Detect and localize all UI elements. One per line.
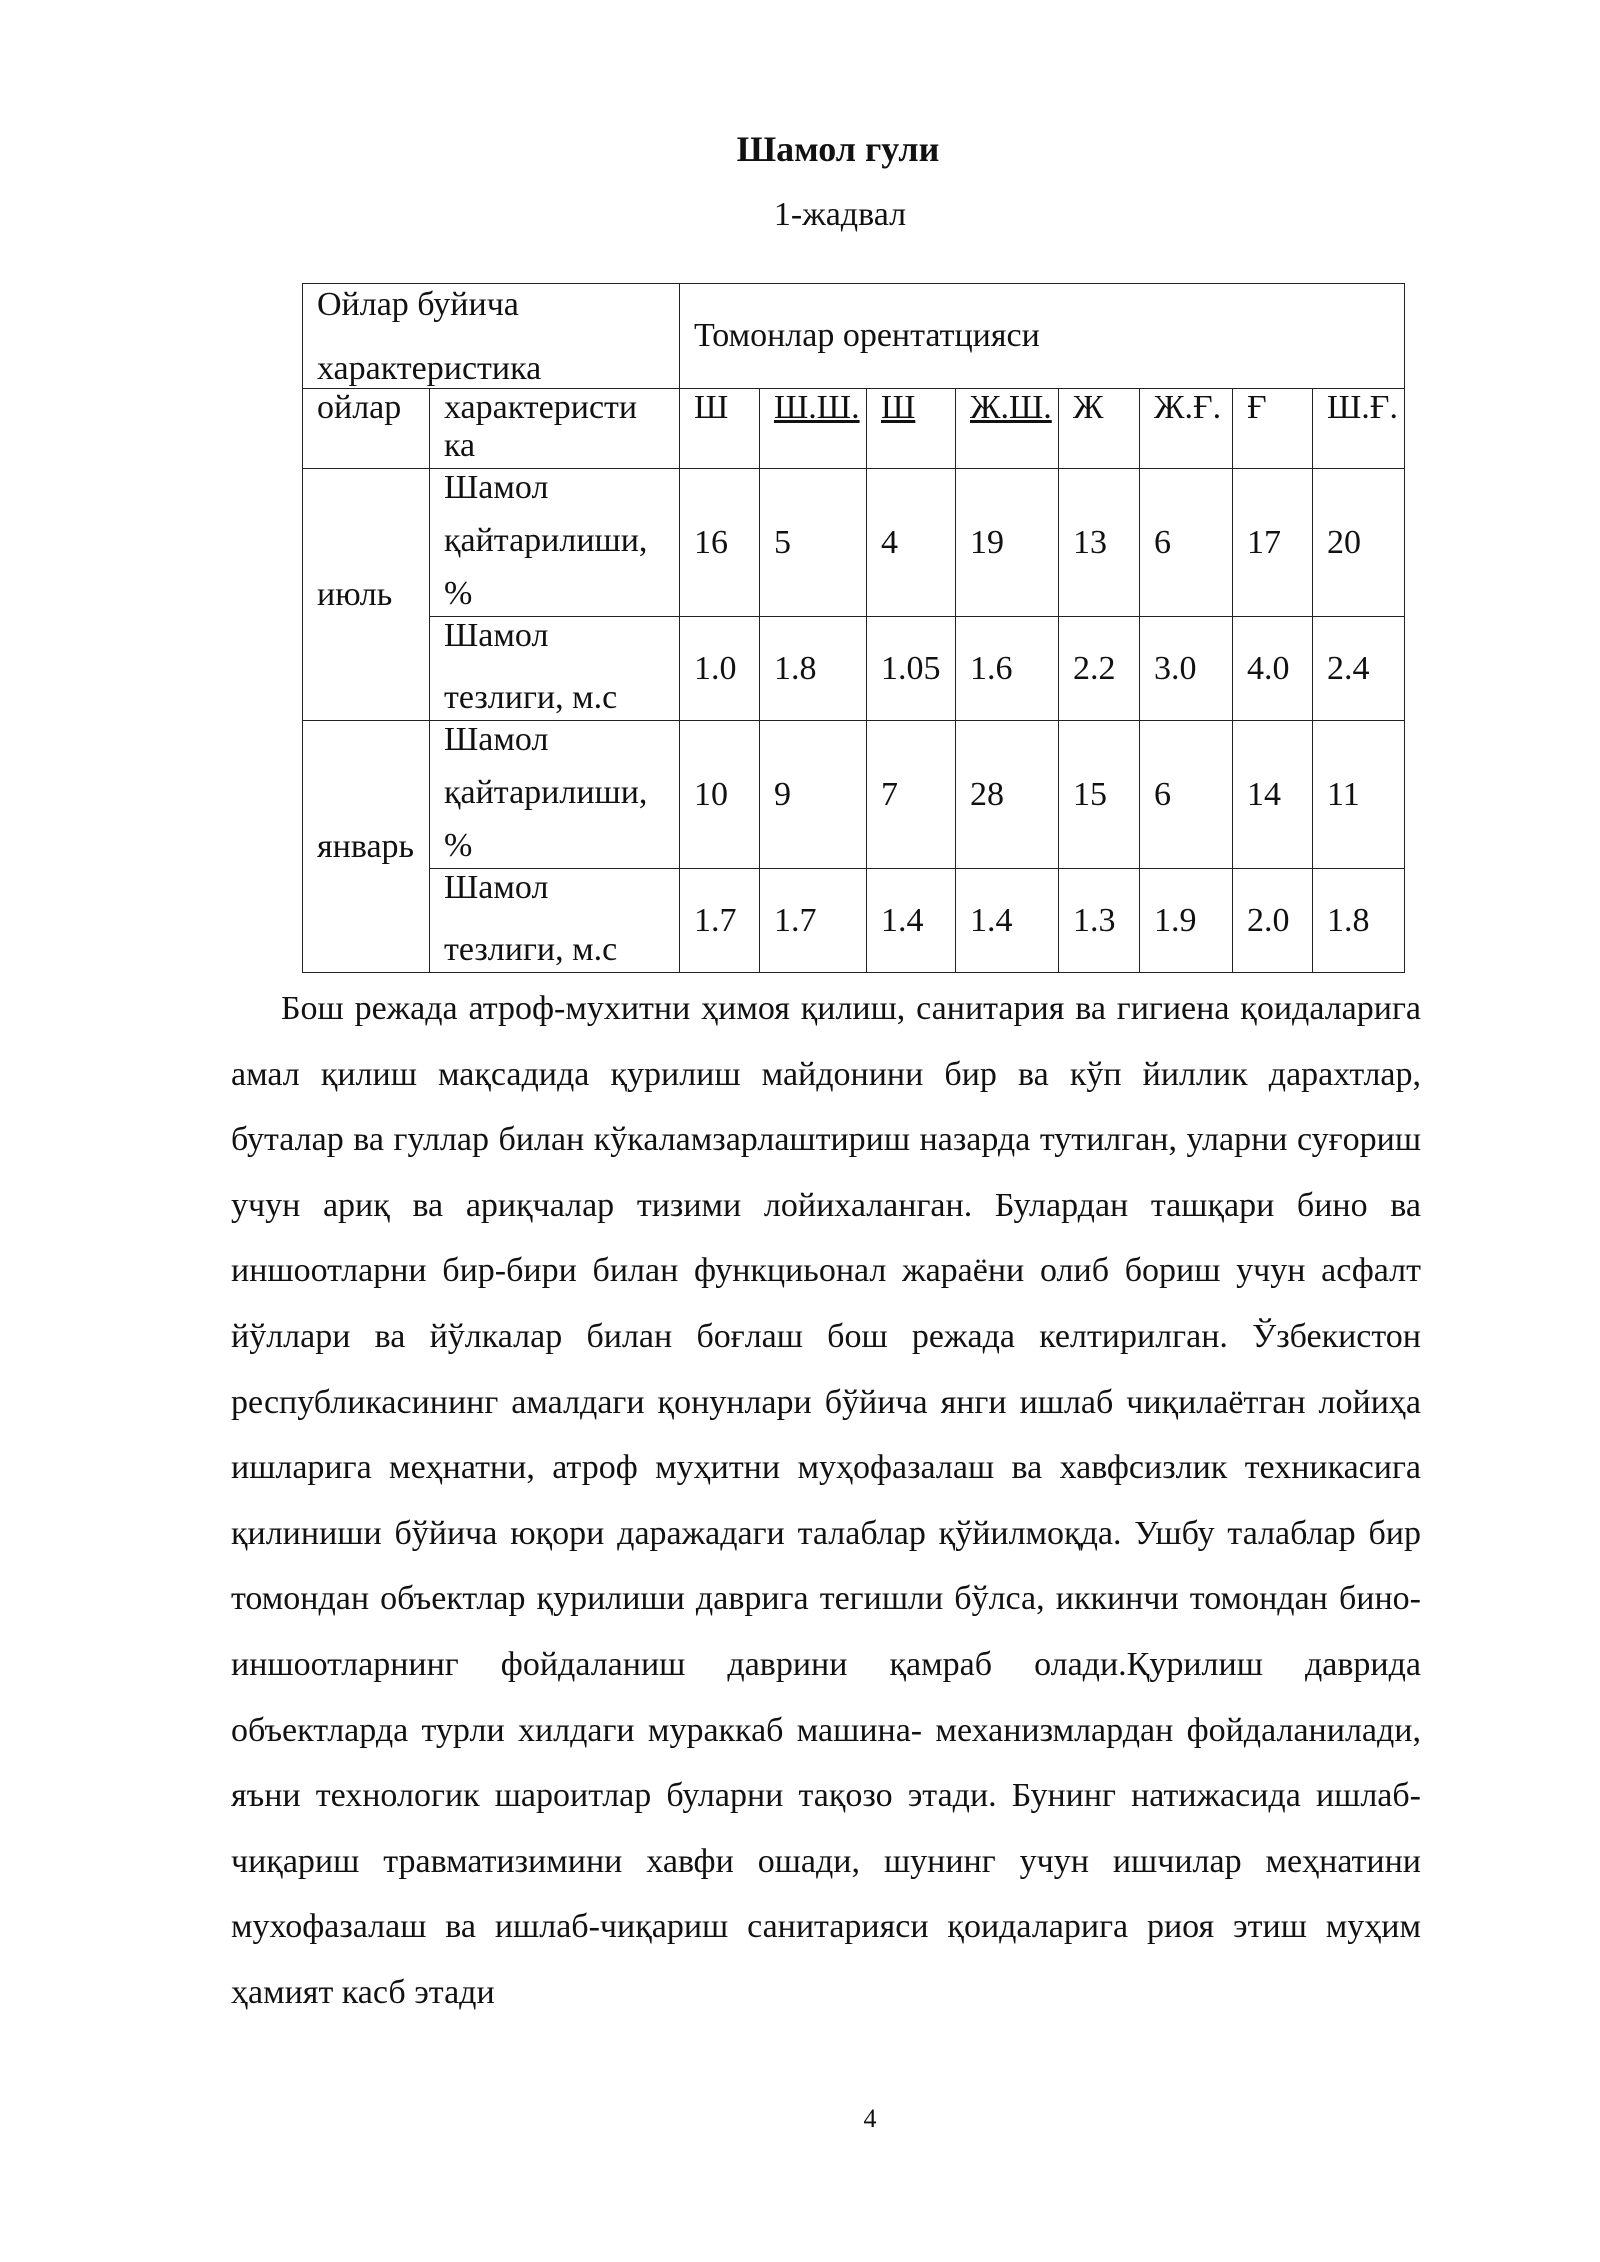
- header-left-line: Ойлар буйича: [317, 286, 519, 323]
- value-cell: 6: [1140, 721, 1233, 869]
- characteristic-line: Шамол: [444, 869, 549, 906]
- value-cell: 17: [1233, 469, 1313, 617]
- col-header-characteristic-line: характеристи: [444, 389, 638, 426]
- body-paragraph: Бош режада атроф-мухитни ҳимоя қилиш, санитария ва гигиена қоидаларига амал қилиш мақсадида қурилиш майдонини бир ва кўп йиллик дарахтлар, буталар ва гуллар билан кўкаламзарлаштириш назарда тутилган, уларни суғориш учун ариқ ва ариқчалар тизими лойихаланган. Булардан ташқари бино ва иншоотларни бир-бири билан функциьонал жараёни олиб бориш учун асфалт йўллари ва йўлкалар билан боғлаш бош режада келтирилган. Ўзбекистон республикасининг амалдаги қонунлари бўйича янги ишлаб чиқилаётган лойиҳа ишларига меҳнатни, атроф муҳитни муҳофазалаш ва хавфсизлик техникасига қилиниши бўйича юқори даражадаги талаблар қўйилмоқда. Ушбу талаблар бир томондан объектлар қурилиши даврига тегишли бўлса, иккинчи томондан бино-иншоотларнинг фойдаланиш даврини қамраб олади.Қурилиш даврида объектларда турли хилдаги мураккаб машина- механизмлардан фойдаланилади, яъни технологик шароитлар буларни тақозо этади. Бунинг натижасида ишлаб-чиқариш травматизимини хавфи ошади, шунинг учун ишчилар меҳнатини мухофазалаш ва ишлаб-чиқариш санитарияси қоидаларига риоя этиш муҳим ҳамият касб этади: [231, 990, 1421, 2011]
- characteristic-line: қайтарилиши,: [444, 522, 648, 559]
- direction-label: Ш: [881, 389, 916, 426]
- value-cell: 1.4: [867, 869, 956, 973]
- value-cell: 1.0: [680, 617, 760, 721]
- value-cell: 4: [867, 469, 956, 617]
- value-cell: 16: [680, 469, 760, 617]
- table-row: [303, 617, 1405, 721]
- col-header-month: ойлар: [303, 389, 430, 469]
- month-cell: январь: [303, 721, 430, 973]
- characteristic-line: Шамол: [444, 721, 549, 758]
- direction-header: [760, 389, 867, 469]
- value-cell: 3.0: [1140, 617, 1233, 721]
- value-cell: 1.8: [1313, 869, 1405, 973]
- direction-header: [1059, 389, 1140, 469]
- value-cell: 1.4: [956, 869, 1059, 973]
- value-cell: 1.7: [680, 869, 760, 973]
- value-cell: 1.8: [760, 617, 867, 721]
- table-header-row: [303, 284, 1405, 389]
- value-cell: 13: [1059, 469, 1140, 617]
- table-row: [303, 469, 1405, 617]
- col-header-characteristic: [430, 389, 680, 469]
- characteristic-cell: [430, 617, 680, 721]
- direction-label: Ж: [1073, 389, 1104, 426]
- value-cell: 15: [1059, 721, 1140, 869]
- body-text: [231, 976, 1421, 2026]
- direction-header: [1140, 389, 1233, 469]
- direction-label: Ш: [694, 389, 729, 426]
- table-row: [303, 721, 1405, 869]
- direction-header: [1313, 389, 1405, 469]
- value-cell: 28: [956, 721, 1059, 869]
- wind-rose-table: [302, 283, 1405, 973]
- page-number: 4: [863, 2104, 877, 2133]
- direction-header: [680, 389, 760, 469]
- value-cell: 9: [760, 721, 867, 869]
- characteristic-line: қайтарилиши,: [444, 774, 648, 811]
- characteristic-line: тезлиги, м.с: [444, 679, 618, 716]
- header-month-characteristic: [303, 284, 680, 389]
- header-left-text: [317, 284, 679, 388]
- characteristic-cell: [430, 869, 680, 973]
- value-cell: 1.3: [1059, 869, 1140, 973]
- value-cell: 7: [867, 721, 956, 869]
- value-cell: 14: [1233, 721, 1313, 869]
- table-row: [303, 869, 1405, 973]
- value-cell: 10: [680, 721, 760, 869]
- characteristic-line: Шамол: [444, 469, 549, 506]
- direction-header: [867, 389, 956, 469]
- value-cell: 19: [956, 469, 1059, 617]
- direction-header: [956, 389, 1059, 469]
- value-cell: 2.2: [1059, 617, 1140, 721]
- direction-label: Ж.Ш.: [970, 389, 1052, 426]
- characteristic-cell: [430, 469, 680, 617]
- characteristic-line: тезлиги, м.с: [444, 931, 618, 968]
- value-cell: 1.7: [760, 869, 867, 973]
- value-cell: 5: [760, 469, 867, 617]
- table-label: 1-жадвал: [773, 196, 907, 233]
- characteristic-line: Шамол: [444, 617, 549, 654]
- direction-label: Ғ: [1247, 389, 1267, 426]
- month-cell: июль: [303, 469, 430, 721]
- value-cell: 1.9: [1140, 869, 1233, 973]
- direction-label: Ш.Ш.: [774, 389, 860, 426]
- characteristic-line: %: [444, 827, 473, 864]
- table-subheader-row: [303, 389, 1405, 469]
- value-cell: 6: [1140, 469, 1233, 617]
- value-cell: 20: [1313, 469, 1405, 617]
- value-cell: 1.6: [956, 617, 1059, 721]
- header-left-line: характеристика: [317, 350, 542, 387]
- characteristic-line: %: [444, 575, 473, 612]
- direction-label: Ж.Ғ.: [1154, 389, 1222, 426]
- header-orientation: Томонлар орентатцияси: [680, 284, 1405, 389]
- direction-header: [1233, 389, 1313, 469]
- value-cell: 4.0: [1233, 617, 1313, 721]
- col-header-characteristic-line: ка: [444, 427, 476, 464]
- value-cell: 2.0: [1233, 869, 1313, 973]
- value-cell: 1.05: [867, 617, 956, 721]
- document-title: Шамол гули: [736, 129, 940, 169]
- direction-label: Ш.Ғ.: [1327, 389, 1398, 426]
- value-cell: 2.4: [1313, 617, 1405, 721]
- characteristic-cell: [430, 721, 680, 869]
- value-cell: 11: [1313, 721, 1405, 869]
